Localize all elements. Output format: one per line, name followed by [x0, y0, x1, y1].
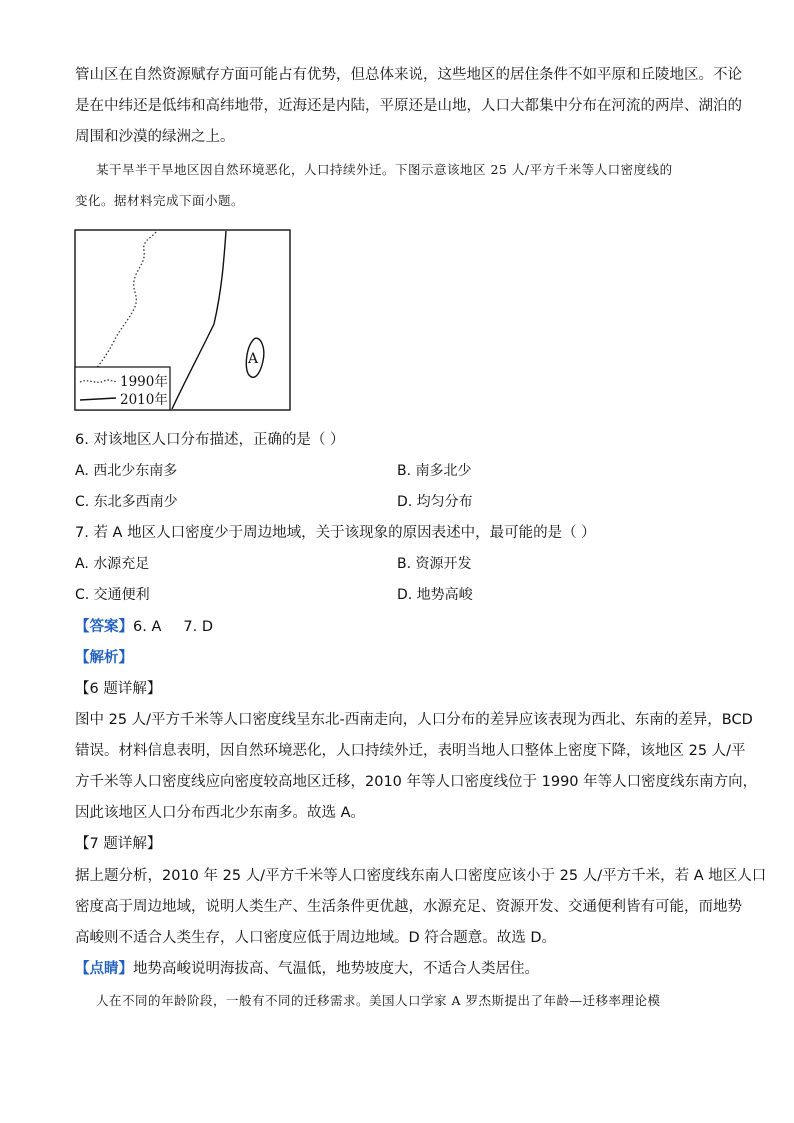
detail6-line-2: 错误。材料信息表明，因自然环境恶化，人口持续外迁，表明当地人口整体上密度下降，该地区 25 人/平: [75, 743, 746, 759]
next-material-line-1: 人在不同的年龄阶段，一般有不同的迁移需求。美国人口学家 A 罗杰斯提出了年龄—迁移率理论模: [96, 993, 661, 1008]
detail7-line-2: 密度高于周边地域，说明人类生产、生活条件更优越，水源充足、资源开发、交通便利皆有可能，而地势: [75, 899, 742, 915]
answer-6: 6. A: [133, 619, 162, 635]
detail7-line-1: 据上题分析，2010 年 25 人/平方千米等人口密度线东南人口密度应该小于 25 人/平方千米，若 A 地区人口: [75, 868, 767, 884]
intro-line-2: 是在中纬还是低纬和高纬地带，近海还是内陆，平原还是山地，人口大都集中分布在河流的两岸、湖泊的: [75, 98, 742, 114]
question7-option-d[interactable]: D. 地势高峻: [397, 587, 473, 603]
intro-line-3: 周围和沙漠的绿洲之上。: [75, 129, 235, 145]
question7-stem: 7. 若 A 地区人口密度少于周边地域，关于该现象的原因表述中，最可能的是（ ）: [75, 525, 596, 541]
area-a-label: A: [248, 351, 259, 367]
question6-option-d[interactable]: D. 均匀分布: [397, 494, 473, 510]
question6-stem: 6. 对该地区人口分布描述，正确的是（ ）: [75, 432, 345, 448]
highlight-text: 地势高峻说明海拔高、气温低，地势坡度大，不适合人类居住。: [133, 961, 539, 977]
analysis-heading: [75, 648, 133, 668]
detail6-line-1: 图中 25 人/平方千米等人口密度线呈东北-西南走向，人口分布的差异应该表现为西北、东南的差异，BCD: [75, 712, 753, 728]
answer-tag: 【答案】: [75, 619, 133, 635]
detail6-heading: 【6 题详解】: [75, 681, 162, 697]
question7-option-b[interactable]: B. 资源开发: [397, 556, 472, 572]
detail6-line-3: 方千米等人口密度线应向密度较高地区迁移，2010 年等人口密度线位于 1990 年等人口密度线东南方向，: [75, 774, 758, 790]
question6-option-c[interactable]: C. 东北多西南少: [75, 494, 178, 510]
question7-option-a[interactable]: A. 水源充足: [75, 556, 150, 572]
question7-option-c[interactable]: C. 交通便利: [75, 587, 150, 603]
question6-option-a[interactable]: A. 西北少东南多: [75, 463, 178, 479]
answer-7: 7. D: [183, 619, 213, 635]
highlight-line: [75, 959, 539, 979]
population-density-map: [74, 229, 292, 412]
legend-1990-label: 1990年: [120, 374, 168, 390]
legend-2010-label: 2010年: [120, 392, 168, 408]
question6-option-b[interactable]: B. 南多北少: [397, 463, 472, 479]
material-line-1: 某干旱半干旱地区因自然环境恶化，人口持续外迁。下图示意该地区 25 人/平方千米等人口密度线的: [96, 162, 673, 177]
detail7-line-3: 高峻则不适合人类生存，人口密度应低于周边地域。D 符合题意。故选 D。: [75, 930, 557, 946]
intro-line-1: 管山区在自然资源赋存方面可能占有优势，但总体来说，这些地区的居住条件不如平原和丘陵地区。不论: [75, 67, 742, 83]
highlight-tag: 【点睛】: [75, 961, 133, 977]
material-line-2: 变化。据材料完成下面小题。: [75, 193, 245, 208]
analysis-tag: 【解析】: [75, 650, 133, 666]
detail7-heading: 【7 题详解】: [75, 836, 162, 852]
detail6-line-4: 因此该地区人口分布西北少东南多。故选 A。: [75, 805, 366, 821]
answer-line: [75, 617, 213, 637]
